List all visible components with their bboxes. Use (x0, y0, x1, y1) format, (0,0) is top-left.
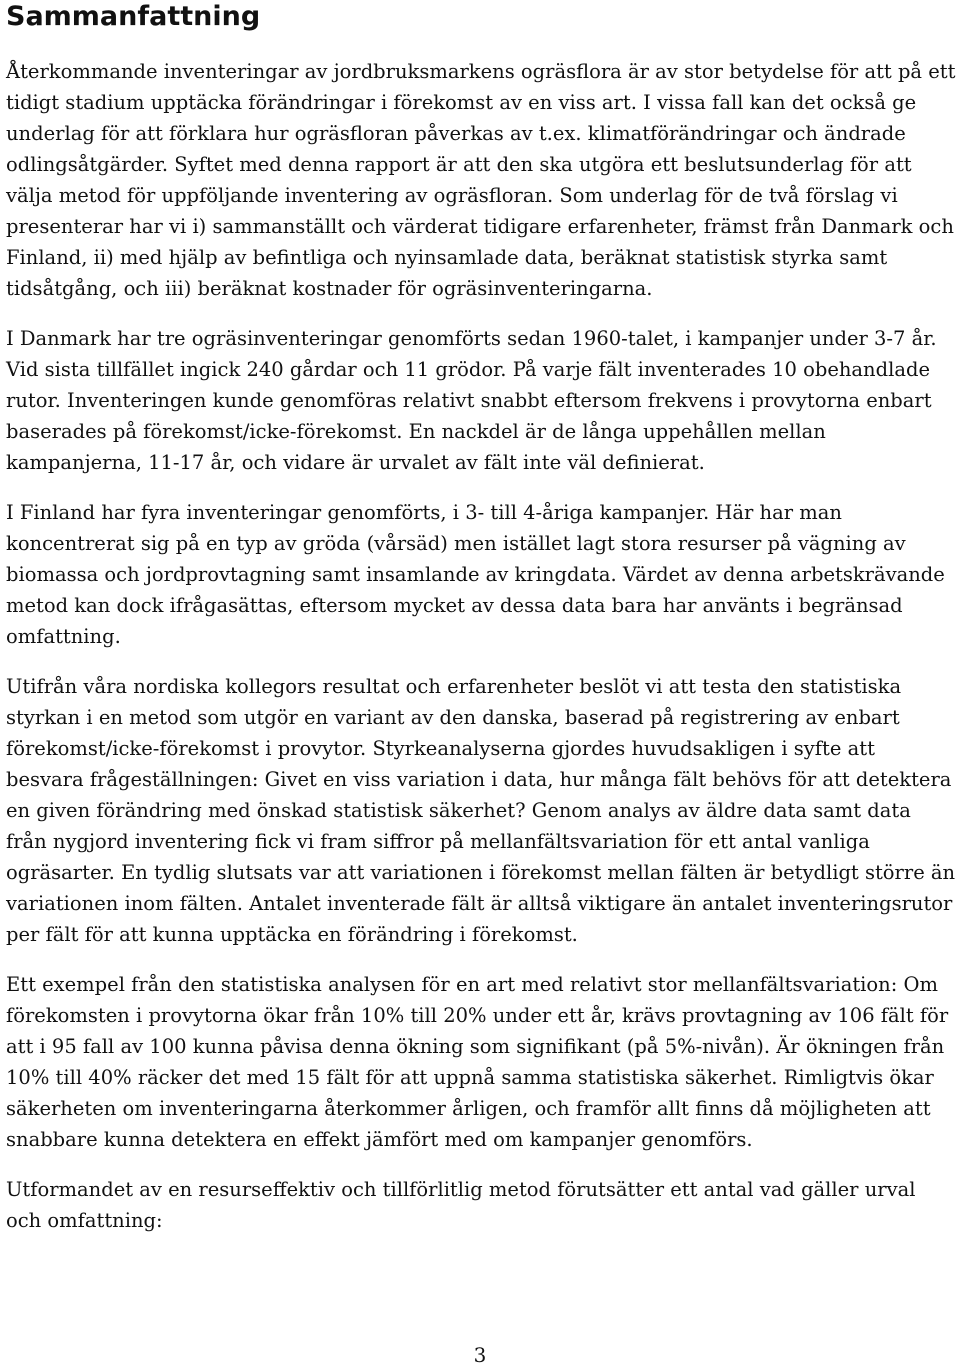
paragraph-denmark: I Danmark har tre ogräsinventeringar genomförts sedan 1960-talet, i kampanjer under 3-7 år. Vid sista tillfället ingick 240 gårdar och 11 grödor. På varje fält inventerades 10 obehandlade rutor. Inventeringen kunde genomföras relativt snabbt eftersom frekvens i provytorna enbart baserades på förekomst/icke-förekomst. En nackdel är de långa uppehållen mellan kampanjerna, 11-17 år, och vidare är urvalet av fält inte väl definierat. (6, 327, 937, 474)
paragraph-method: Utifrån våra nordiska kollegors resultat och erfarenheter beslöt vi att testa den statistiska styrkan i en metod som utgör en variant av den danska, baserad på registrering av enbart förekomst/icke-förekomst i provytor. Styrkeanalyserna gjordes huvudsakligen i syfte att besvara frågeställningen: Givet en viss variation i data, hur många fält behövs för att detektera en given förändring med önskad statistisk säkerhet? Genom analys av äldre data samt data från nygjord inventering fick vi fram siffror på mellanfältsvariation för ett antal vanliga ogräsarter. En tydlig slutsats var att variationen i förekomst mellan fälten är betydligt större än variationen inom fälten. Antalet inventerade fält är alltså viktigare än antalet inventeringsrutor per fält för att kunna upptäcka en förändring i förekomst. (6, 675, 956, 946)
paragraph-finland: I Finland har fyra inventeringar genomförts, i 3- till 4-åriga kampanjer. Här har man koncentrerat sig på en typ av gröda (vårsäd) men istället lagt stora resurser på vägning av biomassa och jordprovtagning samt insamlande av kringdata. Värdet av denna arbetskrävande metod kan dock ifrågasättas, eftersom mycket av dessa data bara har använts i begränsad omfattning. (6, 501, 945, 648)
document-page (6, 0, 956, 1236)
paragraph-example: Ett exempel från den statistiska analysen för en art med relativt stor mellanfältsvariation: Om förekomsten i provytorna ökar från 10% till 20% under ett år, krävs provtagning av 106 fält för att i 95 fall av 100 kunna påvisa denna ökning som signifikant (på 5%-nivån). Är ökningen från 10% till 40% räcker det med 15 fält för att uppnå samma statistiska säkerhet. Rimligtvis ökar säkerheten om inventeringarna återkommer årligen, och framför allt finns då möjligheten att snabbare kunna detektera en effekt jämfört med om kampanjer genomförs. (6, 973, 949, 1151)
section-heading: Sammanfattning (6, 1, 261, 32)
paragraph-introduction: Återkommande inventeringar av jordbruksmarkens ogräsflora är av stor betydelse för att på ett tidigt stadium upptäcka förändringar i förekomst av en viss art. I vissa fall kan det också ge underlag för att förklara hur ogräsfloran påverkas av t.ex. klimatförändringar och ändrade odlingsåtgärder. Syftet med denna rapport är att den ska utgöra ett beslutsunderlag för att välja metod för uppföljande inventering av ogräsfloran. Som underlag för de två förslag vi presenterar har vi i) sammanställt och värderat tidigare erfarenheter, främst från Danmark och Finland, ii) med hjälp av befintliga och nyinsamlade data, beräknat statistisk styrka samt tidsåtgång, och iii) beräknat kostnader för ogräsinventeringarna. (6, 60, 956, 300)
paragraph-conclusion: Utformandet av en resurseffektiv och tillförlitlig metod förutsätter ett antal vad gäller urval och omfattning: (6, 1178, 916, 1232)
page-number: 3 (473, 1343, 487, 1367)
